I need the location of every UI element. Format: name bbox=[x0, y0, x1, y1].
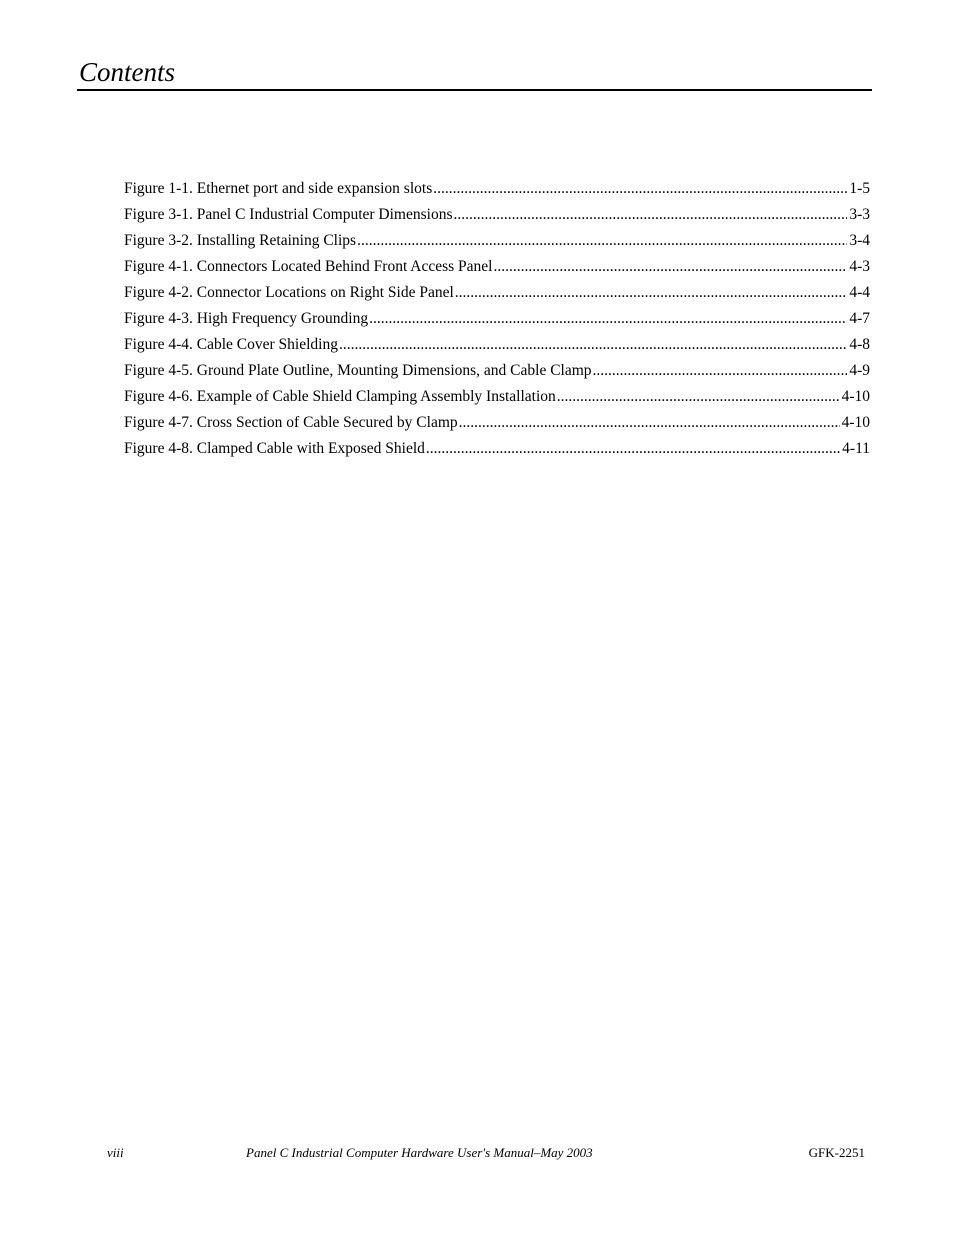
toc-dot-leader bbox=[459, 410, 840, 436]
toc-entry-label: Figure 3-1. Panel C Industrial Computer Dimensions bbox=[124, 206, 453, 223]
page-title: Contents bbox=[79, 57, 176, 87]
footer-manual-title: Panel C Industrial Computer Hardware User's Manual–May 2003 bbox=[246, 1145, 593, 1160]
toc-entry-page: 4-8 bbox=[849, 336, 870, 353]
toc-entry-label: Figure 1-1. Ethernet port and side expansion slots bbox=[124, 180, 433, 197]
toc-entry-page: 4-3 bbox=[849, 258, 870, 275]
toc-dot-leader bbox=[557, 384, 840, 410]
toc-dot-leader bbox=[426, 436, 840, 462]
toc-entry-page: 3-4 bbox=[849, 232, 870, 249]
toc-entry[interactable] bbox=[124, 228, 870, 254]
list-of-figures bbox=[124, 176, 870, 462]
toc-entry[interactable] bbox=[124, 254, 870, 280]
toc-dot-leader bbox=[493, 254, 847, 280]
toc-entry-label: Figure 4-7. Cross Section of Cable Secured by Clamp bbox=[124, 414, 458, 431]
footer-doc-number: GFK-2251 bbox=[808, 1145, 865, 1160]
toc-entry[interactable] bbox=[124, 410, 870, 436]
toc-entry[interactable] bbox=[124, 384, 870, 410]
toc-entry-page: 4-4 bbox=[849, 284, 870, 301]
toc-entry-page: 3-3 bbox=[849, 206, 870, 223]
title-rule bbox=[77, 89, 872, 91]
toc-entry-page: 4-10 bbox=[841, 414, 870, 431]
toc-entry[interactable] bbox=[124, 436, 870, 462]
page-footer bbox=[107, 1144, 865, 1162]
toc-entry[interactable] bbox=[124, 332, 870, 358]
toc-entry-label: Figure 4-5. Ground Plate Outline, Mounting Dimensions, and Cable Clamp bbox=[124, 362, 592, 379]
toc-dot-leader bbox=[357, 228, 847, 254]
toc-entry-page: 4-7 bbox=[849, 310, 870, 327]
footer-page-number: viii bbox=[107, 1145, 124, 1160]
toc-entry-label: Figure 4-3. High Frequency Grounding bbox=[124, 310, 369, 327]
toc-entry-label: Figure 4-8. Clamped Cable with Exposed Shield bbox=[124, 440, 425, 457]
toc-dot-leader bbox=[433, 176, 847, 202]
toc-dot-leader bbox=[593, 358, 848, 384]
toc-entry-label: Figure 3-2. Installing Retaining Clips bbox=[124, 232, 357, 249]
toc-entry-page: 1-5 bbox=[849, 180, 870, 197]
toc-dot-leader bbox=[453, 202, 847, 228]
toc-entry[interactable] bbox=[124, 358, 870, 384]
toc-entry[interactable] bbox=[124, 280, 870, 306]
toc-entry-label: Figure 4-4. Cable Cover Shielding bbox=[124, 336, 338, 353]
toc-entry-label: Figure 4-6. Example of Cable Shield Clamping Assembly Installation bbox=[124, 388, 556, 405]
toc-entry[interactable] bbox=[124, 306, 870, 332]
toc-entry-page: 4-9 bbox=[849, 362, 870, 379]
toc-entry-label: Figure 4-1. Connectors Located Behind Front Access Panel bbox=[124, 258, 493, 275]
toc-entry-page: 4-11 bbox=[842, 440, 870, 457]
toc-dot-leader bbox=[455, 280, 848, 306]
toc-dot-leader bbox=[339, 332, 847, 358]
toc-entry-page: 4-10 bbox=[841, 388, 870, 405]
toc-entry[interactable] bbox=[124, 202, 870, 228]
toc-entry[interactable] bbox=[124, 176, 870, 202]
toc-entry-label: Figure 4-2. Connector Locations on Right Side Panel bbox=[124, 284, 454, 301]
toc-dot-leader bbox=[369, 306, 847, 332]
